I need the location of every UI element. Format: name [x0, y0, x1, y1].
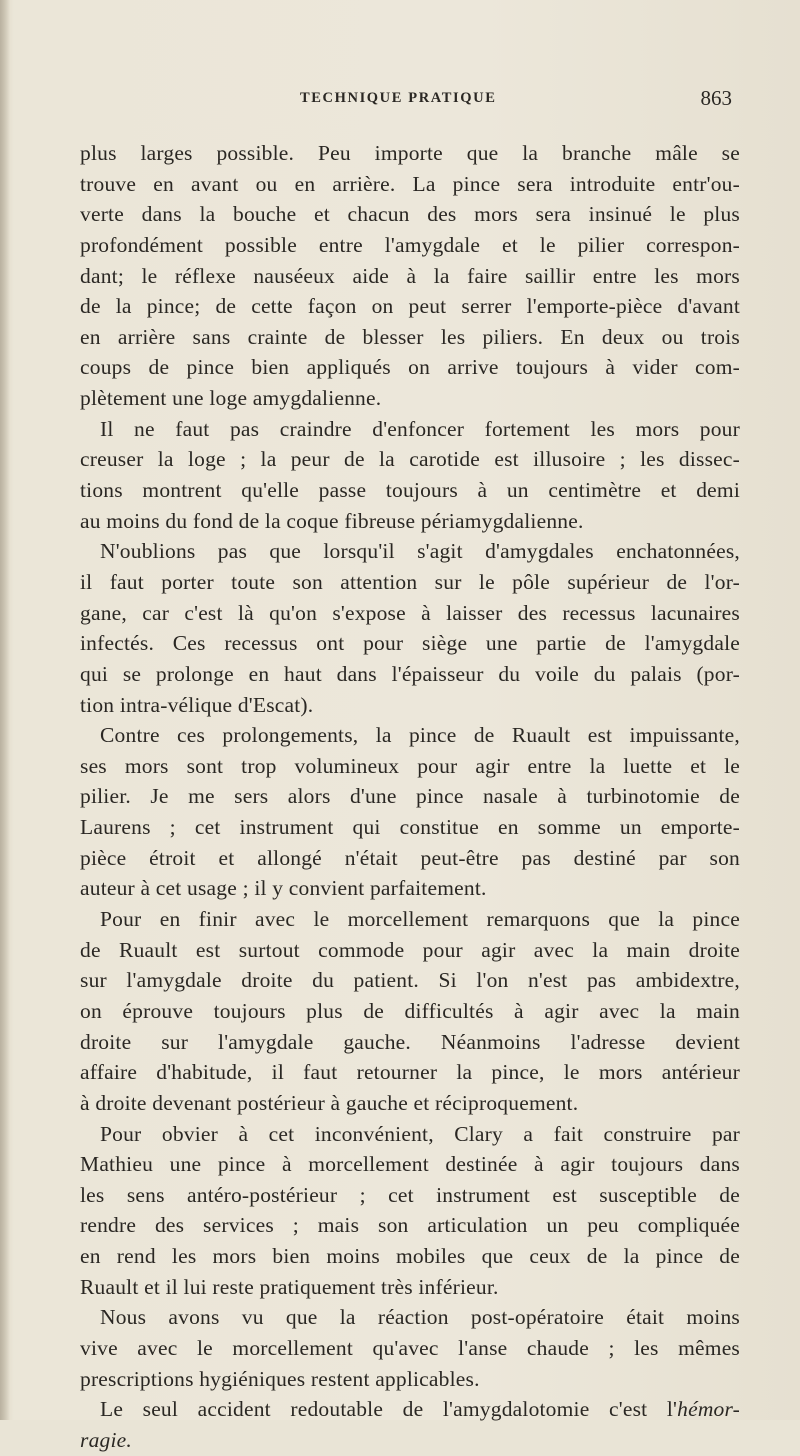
text-line: il faut porter toute son attention sur le pôle supérieur de l'or-	[80, 569, 740, 594]
page-header	[80, 86, 740, 116]
text-line: profondément possible entre l'amygdale et le pilier correspon-	[80, 232, 740, 257]
text-line: gane, car c'est là qu'on s'expose à laisser des recessus lacunaires	[80, 600, 740, 625]
paragraph-first-line: Nous avons vu que la réaction post-opératoire était moins	[100, 1305, 740, 1330]
text-line: en rend les mors bien moins mobiles que ceux de la pince de	[80, 1244, 740, 1269]
text-line: sur l'amygdale droite du patient. Si l'on n'est pas ambidextre,	[80, 968, 740, 993]
text-line: dant; le réflexe nauséeux aide à la faire saillir entre les mors	[80, 263, 740, 288]
paragraph-first-line	[80, 1394, 740, 1425]
body-text	[80, 138, 740, 1456]
text-line: Ruault et il lui reste pratiquement très inférieur.	[80, 1274, 499, 1299]
text-line: rendre des services ; mais son articulation un peu compliquée	[80, 1213, 740, 1238]
text-line: pilier. Je me sers alors d'une pince nasale à turbinotomie de	[80, 784, 740, 809]
text-line: en arrière sans crainte de blesser les piliers. En deux ou trois	[80, 324, 740, 349]
text-line: infectés. Ces recessus ont pour siège une partie de l'amygdale	[80, 631, 740, 656]
italic-term-hemorragie: hémor-	[677, 1397, 740, 1422]
text-line: creuser la loge ; la peur de la carotide est illusoire ; les dissec-	[80, 447, 740, 472]
text-line: ses mors sont trop volumineux pour agir entre la luette et le	[80, 753, 740, 778]
text-line: trouve en avant ou en arrière. La pince sera introduite entr'ou-	[80, 171, 740, 196]
text-line: tions montrent qu'elle passe toujours à un centimètre et demi	[80, 478, 740, 503]
paragraph-first-line: Pour en finir avec le morcellement remarquons que la pince	[100, 907, 740, 932]
binding-shadow	[0, 0, 10, 1420]
text-line: à droite devenant postérieur à gauche et réciproquement.	[80, 1090, 579, 1115]
text-line: de la pince; de cette façon on peut serrer l'emporte-pièce d'avant	[80, 294, 740, 319]
text-line: Mathieu une pince à morcellement destinée à agir toujours dans	[80, 1152, 740, 1177]
paragraph-first-line: Contre ces prolongements, la pince de Ruault est impuissante,	[100, 723, 740, 748]
text-line: tion intra-vélique d'Escat).	[80, 692, 314, 717]
text-line: de Ruault est surtout commode pour agir avec la main droite	[80, 937, 740, 962]
italic-term-continuation: ragie.	[80, 1427, 132, 1452]
text-line: les sens antéro-postérieur ; cet instrument est susceptible de	[80, 1182, 740, 1207]
text-line: affaire d'habitude, il faut retourner la pince, le mors antérieur	[80, 1060, 740, 1085]
page-number: 863	[700, 86, 732, 110]
text-line: qui se prolonge en haut dans l'épaisseur du voile du palais (por-	[80, 661, 740, 686]
running-title: TECHNIQUE PRATIQUE	[300, 90, 497, 106]
text-line: on éprouve toujours plus de difficultés à agir avec la main	[80, 998, 740, 1023]
text-line: Laurens ; cet instrument qui constitue en somme un emporte-	[80, 815, 740, 840]
paragraph-first-line: N'oublions pas que lorsqu'il s'agit d'amygdales enchatonnées,	[100, 539, 740, 564]
paragraph-first-line: Pour obvier à cet inconvénient, Clary a fait construire par	[100, 1121, 740, 1146]
text-line: pièce étroit et allongé n'était peut-être pas destiné par son	[80, 845, 740, 870]
text-line: auteur à cet usage ; il y convient parfaitement.	[80, 876, 487, 901]
text-line: droite sur l'amygdale gauche. Néanmoins l'adresse devient	[80, 1029, 740, 1054]
text-line: verte dans la bouche et chacun des mors sera insinué le plus	[80, 202, 740, 227]
text-line: prescriptions hygiéniques restent applicables.	[80, 1366, 480, 1391]
text-line: vive avec le morcellement qu'avec l'anse chaude ; les mêmes	[80, 1335, 740, 1360]
text-line: au moins du fond de la coque fibreuse périamygdalienne.	[80, 508, 584, 533]
text-line: coups de pince bien appliqués on arrive toujours à vider com-	[80, 355, 740, 380]
sentence-start: Le seul accident redoutable de l'amygdalotomie c'est l'	[100, 1397, 678, 1422]
paragraph-first-line: Il ne faut pas craindre d'enfoncer fortement les mors pour	[100, 416, 740, 441]
text-line: plètement une loge amygdalienne.	[80, 386, 382, 411]
text-line: plus larges possible. Peu importe que la branche mâle se	[80, 141, 740, 165]
